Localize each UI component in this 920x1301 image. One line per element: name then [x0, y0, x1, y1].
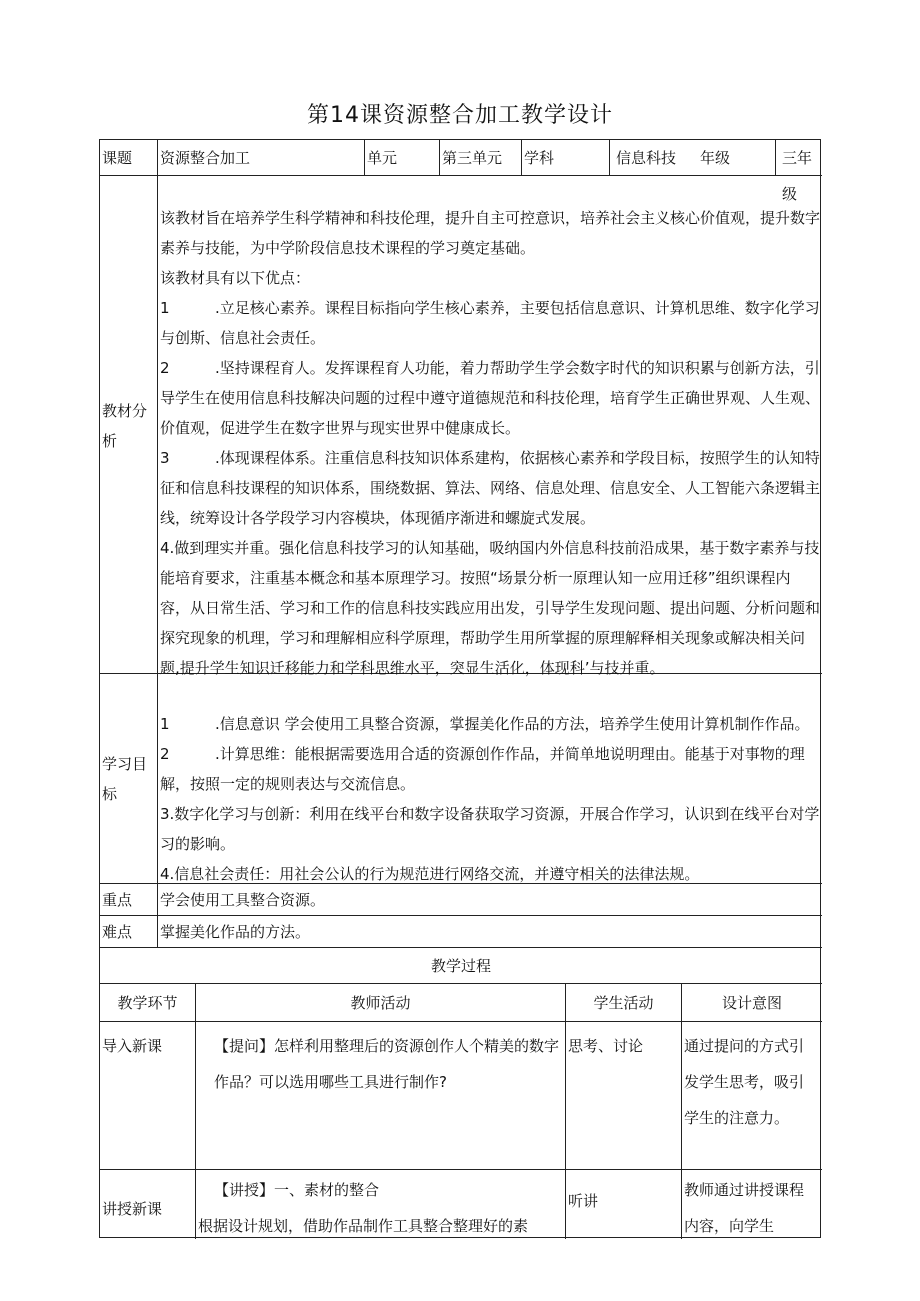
material-content — [158, 176, 822, 677]
material-intro: 该教材旨在培养学生科学精神和科技伦理，提升自主可控意识，培养社会主义核心价值观，提升数字素养与技能，为中学阶段信息技术课程的学习奠定基础。 — [160, 209, 821, 257]
material-label: 教材分析 — [100, 176, 158, 674]
process-header-stage: 教学环节 — [100, 984, 196, 1022]
material-point-1: 1 .立足核心素养。课程目标指向学生核心素养，主要包括信息意识、计算机思维、数字化学习与创斯、信息社会责任。 — [160, 299, 820, 347]
lesson-plan-table — [99, 139, 821, 1238]
row1-student: 思考、讨论 — [566, 1022, 682, 1170]
page-title: 第14课资源整合加工教学设计 — [307, 103, 613, 128]
unit-value: 第三单元 — [440, 140, 522, 176]
difficulty-label: 难点 — [100, 916, 158, 948]
row2-teacher — [196, 1170, 566, 1239]
material-point-2: 2 .坚持课程育人。发挥课程育人功能，着力帮助学生学会数字时代的知识积累与创新方法，引导学生在使用信息科技解决问题的过程中遵守道德规范和科技伦理，培育学生正确世界观、人生观、价值观，促进学生在数字世界与现实世界中健康成长。 — [160, 359, 821, 437]
grade-label: 年级 — [700, 149, 731, 167]
row1-intent: 通过提问的方式引发学生思考，吸引学生的注意力。 — [682, 1022, 822, 1170]
objective-3: 3.数字化学习与创新：利用在线平台和数字设备获取学习资源，开展合作学习，认识到在线平台对学习的影响。 — [160, 805, 820, 853]
material-point-4: 4.做到理实并重。强化信息科技学习的认知基础，吸纳国内外信息科技前沿成果，基于数字素养与技能培育要求，注重基本概念和基本原理学习。按照“场景分析一原理认知一应用迁移”组织课程内容，从日常生活、学习和工作的信息科技实践应用出发，引导学生发现问题、提出问题、分析问题和探究现象的机理，学习和理解相应科学原理，帮助学生用所掌握的原理解释相关现象或解决相关问题,提升学生知识迁移能力和学科思维水平，突显生活化，体现科’与技并重。 — [160, 539, 821, 677]
subject-value-text: 信息科技 — [616, 149, 677, 167]
row1-teacher — [196, 1022, 566, 1170]
row2-intent: 教师通过讲授课程内容，向学生 — [684, 1181, 805, 1235]
grade-value: 三年级 — [776, 140, 822, 176]
process-title: 教学过程 — [100, 948, 822, 984]
process-header-intent: 设计意图 — [682, 984, 822, 1022]
row2-teacher-line2: 根据设计规划，借助作品制作工具整合整理好的素 — [198, 1217, 529, 1235]
row2-stage: 讲授新课 — [100, 1170, 196, 1239]
process-header-student: 学生活动 — [566, 984, 682, 1022]
key-point-label: 重点 — [100, 884, 158, 916]
material-point-3: 3 .体现课程体系。注重信息科技知识体系建构，依据核心素养和学段目标，按照学生的认知特征和信息科技课程的知识体系，围绕数据、算法、网络、信息处理、信息安全、人工智能六条逻辑主线，统筹设计各学段学习内容模块，体现循序渐进和螺旋式发展。 — [160, 449, 821, 527]
objectives-label: 学习目标 — [100, 674, 158, 884]
subject-label: 学科 — [522, 140, 610, 176]
row1-stage: 导入新课 — [100, 1022, 196, 1170]
difficulty-value: 掌握美化作品的方法。 — [158, 916, 822, 948]
row2-student: 听讲 — [566, 1170, 682, 1239]
lesson-label: 课题 — [100, 140, 158, 176]
objective-4: 4.信息社会责任：用社会公认的行为规范进行网络交流，并遵守相关的法律法规。 — [160, 865, 700, 883]
subject-value — [610, 140, 776, 176]
objectives-content — [158, 674, 822, 884]
objective-1: 1 .信息意识 学会使用工具整合资源，掌握美化作品的方法，培养学生使用计算机制作作品。 — [160, 715, 810, 733]
unit-label: 单元 — [365, 140, 440, 176]
key-point-value: 学会使用工具整合资源。 — [158, 884, 822, 916]
lesson-value: 资源整合加工 — [158, 140, 365, 176]
material-advantages: 该教材具有以下优点： — [160, 269, 311, 287]
process-header-teacher: 教师活动 — [196, 984, 566, 1022]
row1-teacher-text: 【提问】怎样利用整理后的资源创作人个精美的数字作品？可以选用哪些工具进行制作? — [214, 1037, 560, 1091]
objective-2: 2 .计算思维：能根据需要选用合适的资源创作作品，并简单地说明理由。能基于对事物的理解，按照一定的规则表达与交流信息。 — [160, 745, 805, 793]
row2-teacher-line1: 【讲授】一、素材的整合 — [214, 1181, 380, 1199]
